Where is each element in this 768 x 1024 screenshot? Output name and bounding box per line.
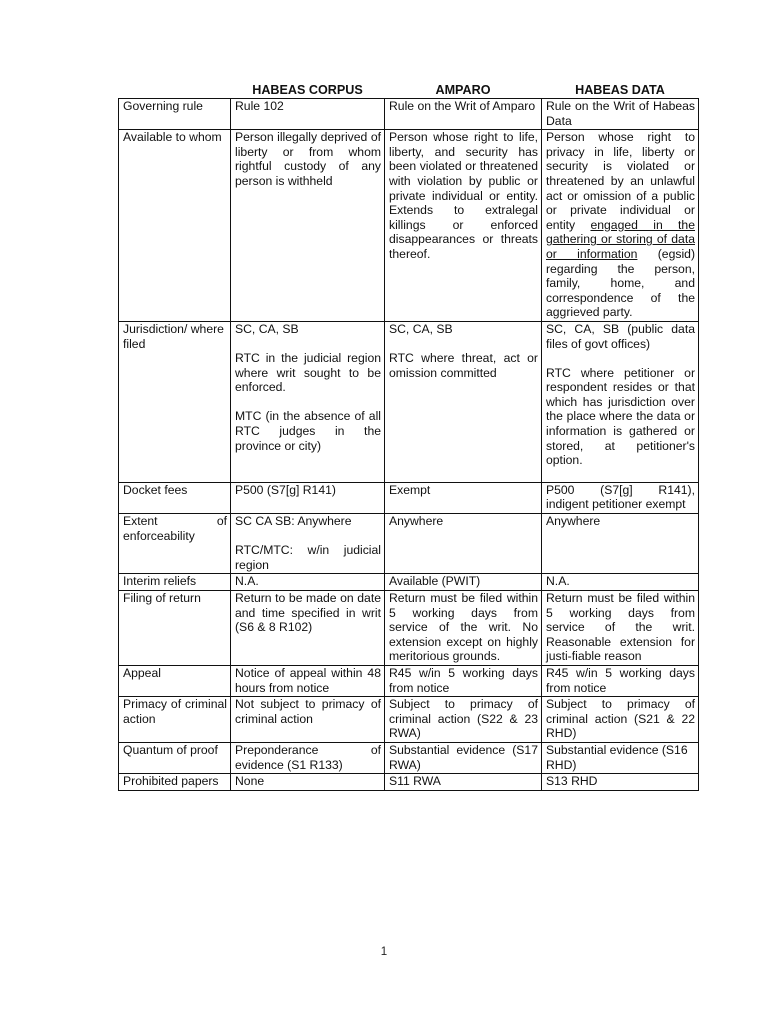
table-row	[119, 591, 699, 666]
header-habeas-corpus: HABEAS CORPUS	[252, 83, 363, 98]
cell-habeas-corpus	[231, 697, 385, 743]
cell-habeas-corpus	[231, 99, 385, 130]
row-label: Filing of return	[119, 591, 231, 666]
cell-text: Return must be filed within 5 working days from service of the writ. Reasonable extension for justi-fiable reason	[546, 591, 695, 664]
cell-text: Not subject to primacy of criminal action	[235, 697, 381, 726]
cell-amparo	[385, 697, 542, 743]
cell-text: SC, CA, SB	[235, 321, 299, 336]
cell-amparo	[385, 321, 542, 482]
header-blank	[119, 81, 231, 99]
header-amparo: AMPARO	[435, 83, 491, 98]
cell-text: Person whose right to privacy in life, liberty or security is violated or threatened by an unlawful act or omission of a public or private individual or entity	[546, 130, 695, 232]
cell-habeas-data	[542, 482, 699, 513]
cell-text: SC CA SB: Anywhere	[235, 514, 352, 529]
cell-amparo	[385, 665, 542, 696]
cell-text: Return must be filed within 5 working days from service of the writ. No extension except on highly meritorious grounds.	[389, 591, 538, 664]
cell-habeas-data	[542, 742, 699, 773]
cell-text: Rule 102	[235, 99, 284, 113]
cell-text: SC, CA, SB (public data files of govt offices)	[546, 321, 695, 351]
row-label: Extent of enforceability	[119, 514, 231, 574]
row-label: Docket fees	[119, 482, 231, 513]
row-label: Quantum of proof	[119, 742, 231, 773]
cell-text: P500 (S7[g] R141), indigent petitioner exempt	[546, 482, 695, 512]
page-number: 1	[380, 946, 388, 958]
cell-amparo	[385, 99, 542, 130]
cell-habeas-data	[542, 774, 699, 791]
cell-amparo	[385, 514, 542, 574]
table-row	[119, 514, 699, 574]
cell-text: (egsid) regarding the person, family, home, and correspondence of the aggrieved party.	[546, 246, 695, 320]
table-row	[119, 130, 699, 322]
table-row	[119, 665, 699, 696]
row-label: Appeal	[119, 665, 231, 696]
table-row	[119, 321, 699, 482]
cell-habeas-corpus	[231, 574, 385, 591]
cell-text: Exempt	[389, 482, 431, 497]
cell-text: None	[235, 774, 265, 789]
cell-habeas-data	[542, 514, 699, 574]
cell-text: Notice of appeal within 48 hours from notice	[235, 665, 381, 695]
cell-amparo	[385, 742, 542, 773]
row-label: Jurisdiction/ where filed	[119, 321, 231, 482]
cell-text: Subject to primacy of criminal action (S22 & 23 RWA)	[389, 697, 538, 741]
cell-text: Preponderance of evidence (S1 R133)	[235, 742, 381, 772]
cell-habeas-data	[542, 697, 699, 743]
cell-text: N.A.	[546, 574, 570, 589]
cell-text: Substantial evidence (S16 RHD)	[546, 742, 688, 772]
cell-text: RTC where threat, act or omission committed	[389, 351, 538, 380]
cell-habeas-data	[542, 591, 699, 666]
cell-habeas-corpus	[231, 591, 385, 666]
cell-text: RTC where petitioner or respondent resides or that which has jurisdiction over the place where the data or information is gathered or stored, at petitioner's option.	[546, 365, 695, 468]
cell-habeas-data	[542, 130, 699, 322]
table-row	[119, 482, 699, 513]
table-row	[119, 742, 699, 773]
header-row	[119, 81, 699, 99]
row-label: Primacy of criminal action	[119, 697, 231, 743]
comparison-table	[118, 81, 699, 791]
cell-text: RTC/MTC: w/in judicial region	[235, 543, 381, 572]
underlined-text: engaged in the gathering or storing of data or information	[546, 217, 695, 261]
cell-text: Person whose right to life, liberty, and security has been violated or threatened with violation by public or private individual or entity. Extends to extralegal killings or enforced disappearances or threats thereof.	[389, 130, 538, 261]
table-row	[119, 99, 699, 130]
cell-habeas-corpus	[231, 665, 385, 696]
cell-amparo	[385, 482, 542, 513]
table-row	[119, 774, 699, 791]
table-row	[119, 697, 699, 743]
cell-amparo	[385, 774, 542, 791]
cell-text: P500 (S7[g] R141)	[235, 482, 336, 497]
cell-text: Anywhere	[389, 514, 444, 529]
cell-habeas-corpus	[231, 742, 385, 773]
cell-amparo	[385, 574, 542, 591]
cell-text: MTC (in the absence of all RTC judges in the province or city)	[235, 409, 381, 453]
cell-text: Rule on the Writ of Habeas Data	[546, 99, 695, 128]
cell-habeas-corpus	[231, 774, 385, 791]
cell-text: S11 RWA	[389, 774, 441, 789]
row-label: Available to whom	[119, 130, 231, 322]
cell-text: Anywhere	[546, 514, 601, 529]
cell-habeas-data	[542, 321, 699, 482]
cell-text: R45 w/in 5 working days from notice	[546, 665, 695, 695]
row-label: Governing rule	[119, 99, 231, 130]
cell-amparo	[385, 130, 542, 322]
row-label: Prohibited papers	[119, 774, 231, 791]
cell-text: Substantial evidence (S17 RWA)	[389, 742, 538, 772]
cell-habeas-corpus	[231, 482, 385, 513]
cell-habeas-data	[542, 665, 699, 696]
cell-habeas-data	[542, 574, 699, 591]
cell-text: Available (PWIT)	[389, 574, 481, 589]
cell-text: Person illegally deprived of liberty or from whom rightful custody of any person is withheld	[235, 130, 381, 188]
cell-text: N.A.	[235, 574, 259, 589]
header-habeas-data: HABEAS DATA	[575, 83, 665, 98]
cell-habeas-corpus	[231, 514, 385, 574]
cell-text: S13 RHD	[546, 774, 598, 789]
cell-amparo	[385, 591, 542, 666]
cell-text: Rule on the Writ of Amparo	[389, 99, 536, 113]
cell-text: R45 w/in 5 working days from notice	[389, 665, 538, 695]
cell-text: RTC in the judicial region where writ sought to be enforced.	[235, 351, 381, 395]
table-row	[119, 574, 699, 591]
cell-habeas-corpus	[231, 130, 385, 322]
cell-text: SC, CA, SB	[389, 321, 453, 336]
cell-text: Subject to primacy of criminal action (S21 & 22 RHD)	[546, 697, 695, 741]
cell-habeas-corpus	[231, 321, 385, 482]
row-label: Interim reliefs	[119, 574, 231, 591]
cell-habeas-data	[542, 99, 699, 130]
cell-text: Return to be made on date and time specified in writ (S6 & 8 R102)	[235, 591, 381, 635]
